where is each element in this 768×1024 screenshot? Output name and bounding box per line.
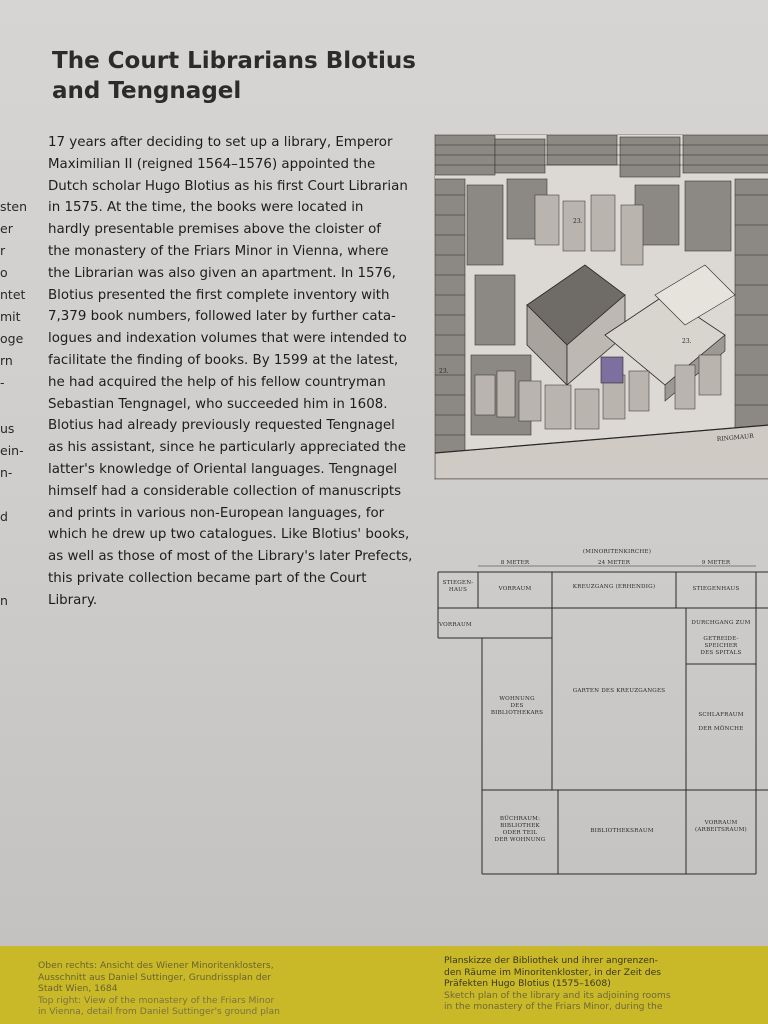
plan-room-granary: GETREIDE- SPEICHER DES SPITALS: [700, 636, 742, 656]
plan-label-church: (MINORITENKIRCHE): [582, 549, 652, 555]
fragment: -: [0, 375, 5, 390]
body-line: Blotius presented the first complete inventory with: [48, 287, 390, 303]
engraving-label: 23.: [439, 368, 449, 375]
engraving-label: 23.: [682, 338, 692, 345]
body-line: as well as those of most of the Library's later Prefects,: [48, 549, 413, 565]
plan-room-stairs-right: STIEGENHAUS: [692, 586, 740, 592]
plan-room-anteroom-top: VORRAUM: [498, 586, 532, 592]
fragment: o: [0, 265, 8, 280]
body-line: and prints in various non-European languages, for: [48, 505, 385, 521]
fragment: sten: [0, 199, 28, 214]
body-line: the monastery of the Friars Minor in Vienna, where: [48, 243, 389, 259]
engraving-label: RINGMAUR: [716, 432, 755, 443]
caption-plan: [444, 955, 744, 1013]
fragment: n-: [0, 465, 13, 480]
fragment: ntet: [0, 287, 26, 302]
plan-room-anteroom-left: VORRAUM: [439, 622, 472, 628]
plan-room-stairs-left: STIEGEN- HAUS: [442, 580, 474, 593]
body-line: the Librarian was also given an apartment. In 1576,: [48, 265, 396, 281]
fragment: r: [0, 243, 6, 258]
body-line: this private collection became part of the Court: [48, 570, 367, 586]
fragment: rn: [0, 353, 13, 368]
body-line: himself had a considerable collection of manuscripts: [48, 483, 402, 499]
body-line: 17 years after deciding to set up a library, Emperor: [48, 135, 393, 150]
plan-scale-8m: 8 METER: [500, 560, 530, 566]
plan-scale-9m: 9 METER: [701, 560, 731, 566]
plan-room-librarian-apartment: WOHNUNG DES BIBLIOTHEKARS: [490, 696, 544, 716]
fragment: d: [0, 509, 8, 524]
caption-line: Oben rechts: Ansicht des Wiener Minoritenklosters,: [38, 960, 274, 971]
fragment: oge: [0, 331, 24, 346]
body-text: [48, 132, 418, 612]
library-floor-plan: [436, 540, 768, 880]
caption-line: Präfekten Hugo Blotius (1575–1608): [444, 978, 611, 989]
plan-room-cloister: KREUZGANG (ERHENDIG): [572, 584, 656, 590]
body-line: Dutch scholar Hugo Blotius as his first Court Librarian: [48, 178, 408, 194]
body-line: which he drew up two catalogues. Like Blotius' books,: [48, 527, 410, 543]
plan-room-workroom: VORRAUM (ARBEITSRAUM): [695, 820, 747, 833]
body-line: he had acquired the help of his fellow countryman: [48, 374, 386, 390]
caption-line: Sketch plan of the library and its adjoining rooms: [444, 989, 671, 1001]
body-line: Library.: [48, 592, 98, 608]
body-line: latter's knowledge of Oriental languages. Tengnagel: [48, 461, 398, 477]
monastery-engraving: [434, 134, 768, 480]
caption-line: Ausschnitt aus Daniel Suttinger, Grundrissplan der: [38, 971, 272, 983]
caption-line: Stadt Wien, 1684: [38, 983, 118, 994]
plan-scale-24m: 24 METER: [597, 560, 631, 566]
fragment: mit: [0, 309, 21, 324]
title-line: The Court Librarians Blotius: [52, 48, 416, 74]
adjacent-panel-fragments: [0, 196, 28, 616]
body-line: Blotius had already previously requested Tengnagel: [48, 418, 395, 434]
caption-line: Top right: View of the monastery of the Friars Minor: [38, 994, 275, 1006]
caption-line: Planskizze der Bibliothek und ihrer angrenzen-: [444, 955, 658, 966]
title-line: and Tengnagel: [52, 78, 242, 104]
engraving-label: 23.: [573, 218, 583, 225]
fragment: er: [0, 221, 13, 236]
plan-room-passage: DURCHGANG ZUM: [691, 620, 751, 626]
fragment: n: [0, 593, 8, 608]
plan-room-dormitory: SCHLAFRAUM DER MÖNCHE: [698, 712, 744, 732]
plan-room-garden: GARTEN DES KREUZGANGES: [572, 688, 666, 694]
body-line: logues and indexation volumes that were intended to: [48, 331, 407, 347]
body-line: Sebastian Tengnagel, who succeeded him in 1608.: [48, 396, 388, 412]
body-line: hardly presentable premises above the cloister of: [48, 222, 382, 238]
page-title: [52, 46, 432, 106]
fragment: ein-: [0, 443, 24, 458]
body-line: facilitate the finding of books. By 1599 at the latest,: [48, 352, 399, 368]
caption-engraving: [38, 960, 338, 1018]
plan-room-library: BIBLIOTHEKSRAUM: [590, 828, 654, 834]
body-line: as his assistant, since he particularly appreciated the: [48, 440, 406, 456]
caption-line: in Vienna, detail from Daniel Suttinger's ground plan: [38, 1006, 280, 1017]
caption-line: in the monastery of the Friars Minor, during the: [444, 1001, 663, 1012]
caption-bar: [0, 946, 768, 1024]
body-line: 7,379 book numbers, followed later by further cata-: [48, 309, 396, 325]
plan-room-book-room: BÜCHRAUM: BIBLIOTHEK ODER TEIL DER WOHNUNG: [494, 816, 546, 843]
caption-line: den Räume im Minoritenkloster, in der Zeit des: [444, 966, 662, 978]
fragment: us: [0, 421, 15, 436]
body-line: in 1575. At the time, the books were located in: [48, 200, 364, 216]
body-line: Maximilian II (reigned 1564–1576) appointed the: [48, 156, 376, 172]
